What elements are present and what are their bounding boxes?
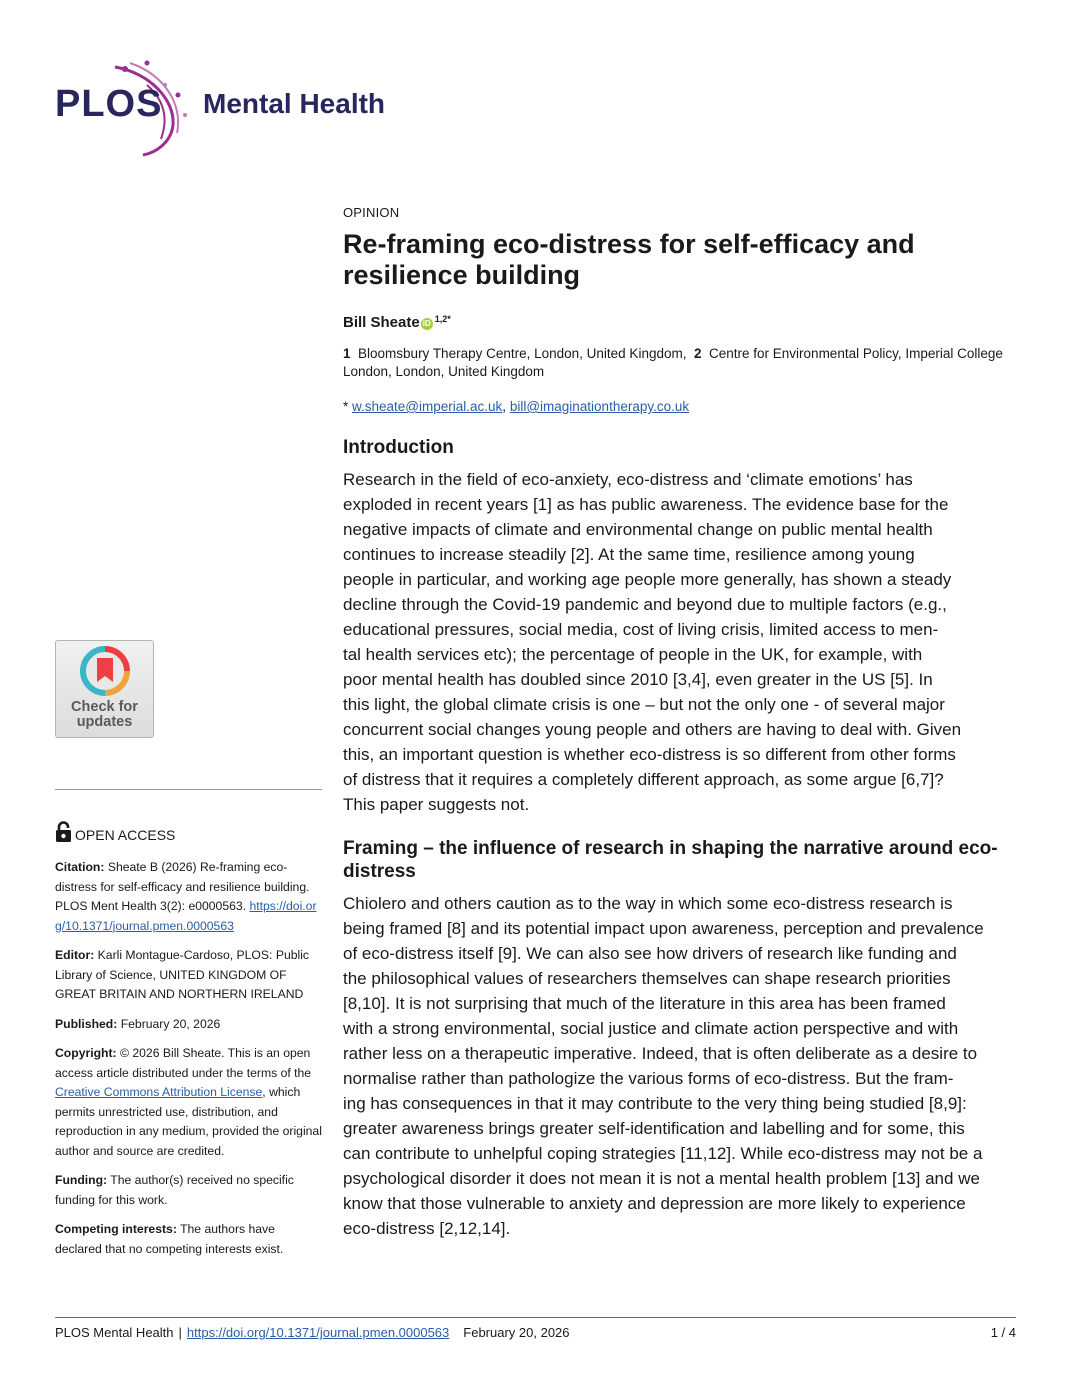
footer-separator: | <box>178 1325 182 1340</box>
article-title: Re-framing eco-distress for self-efficacy and resilience building <box>343 229 915 290</box>
footer-journal: PLOS Mental Health <box>55 1325 174 1340</box>
editor-label: Editor: <box>55 948 95 962</box>
orcid-icon[interactable]: iD <box>422 319 431 328</box>
text-line: decline through the Covid-19 pandemic and beyond due to multiple factors (e.g., <box>343 595 947 614</box>
text-line: with a strong environmental, social justice and climate action perspective and with <box>343 1019 959 1038</box>
affiliation-number-1: 1 <box>343 346 351 361</box>
text-line: psychological disorder it does not mean it is not a mental health problem [13] and we <box>343 1169 980 1188</box>
editor <box>55 946 323 1005</box>
text-line: exploded in recent years [1] as has public awareness. The evidence base for the <box>343 495 949 514</box>
text-line: [8,10]. It is not surprising that much of the literature in this area has been framed <box>343 994 946 1013</box>
text-line: Research in the field of eco-anxiety, eco-distress and ‘climate emotions’ has <box>343 470 913 489</box>
funding-text: The author(s) received no specific funding for this work. <box>55 1173 294 1207</box>
competing-interests <box>55 1220 323 1259</box>
funding <box>55 1171 323 1210</box>
page-number: 1 / 4 <box>990 1325 1016 1340</box>
text-line: this light, the global climate crisis is one – but not the only one - of several major <box>343 695 945 714</box>
footer-date: February 20, 2026 <box>463 1325 570 1340</box>
correspondence <box>343 399 1018 414</box>
text-line: continues to increase steadily [2]. At the same time, resilience among young <box>343 545 915 564</box>
editor-text: Karli Montague-Cardoso, PLOS: Public Library of Science, UNITED KINGDOM OF GREAT BRITAIN AND NORTHERN IRELAND <box>55 948 310 1001</box>
crossmark-icon <box>80 646 130 698</box>
author-name: Bill Sheate <box>343 314 420 331</box>
article-metadata <box>55 858 323 1269</box>
check-for-updates-label: Check for updates <box>71 699 138 730</box>
affiliation-number-2: 2 <box>693 346 702 361</box>
journal-logo <box>55 55 415 160</box>
check-for-updates-button[interactable] <box>55 640 154 738</box>
page-footer <box>55 1325 1016 1340</box>
published-date: February 20, 2026 <box>120 1016 221 1031</box>
text-line: This paper suggests not. <box>343 795 530 814</box>
text-line: rather less on a therapeutic imperative. Indeed, that is often deliberate as a desire to <box>343 1044 978 1063</box>
citation-doi-link[interactable]: https://doi.org/10.1371/journal.pmen.0000563 <box>55 899 317 933</box>
text-line: being framed [8] and its potential impact upon awareness, perception and prevalence <box>343 919 984 938</box>
text-line: of eco-distress itself [9]. We can also see how drivers of research like funding and <box>343 944 957 963</box>
text-line: people in particular, and working age people more generally, has shown a steady <box>343 570 952 589</box>
affiliations <box>343 345 1018 381</box>
copyright-label: Copyright: <box>55 1046 117 1060</box>
sidebar-divider <box>55 789 322 790</box>
section-heading-introduction: Introduction <box>343 437 454 458</box>
text-line: educational pressures, social media, cost of living crisis, limited access to men- <box>343 620 939 639</box>
license-link[interactable]: Creative Commons Attribution License <box>55 1085 263 1099</box>
footer-rule <box>55 1317 1016 1318</box>
text-line: of distress that it requires a completely different approach, as some argue [6,7]? <box>343 770 944 789</box>
affiliation-1: Bloomsbury Therapy Centre, London, United Kingdom, <box>358 346 687 361</box>
text-line: this, an important question is whether eco-distress is so different from other forms <box>343 745 956 764</box>
published-label: Published: <box>55 1016 118 1031</box>
open-access-label <box>55 821 175 843</box>
text-line: concurrent social changes young people and others are having to deal with. Given <box>343 720 962 739</box>
author-affiliation-marks: 1,2* <box>434 314 451 324</box>
copyright <box>55 1044 323 1161</box>
text-line: tal health services etc); the percentage of people in the UK, for example, with <box>343 645 923 664</box>
funding-label: Funding: <box>55 1173 108 1187</box>
email-link-imperial[interactable]: w.sheate@imperial.ac.uk <box>352 399 503 414</box>
text-line: eco-distress [2,12,14]. <box>343 1219 511 1238</box>
author-line <box>343 314 1018 331</box>
text-line: ing has consequences in that it may contribute to the very thing being studied [8,9]: <box>343 1094 967 1113</box>
text-line: the philosophical values of researchers themselves can shape research priorities <box>343 969 951 988</box>
text-line: greater awareness brings greater self-identification and labelling and for some, this <box>343 1119 965 1138</box>
citation-text: Sheate B (2026) Re-framing eco-distress for self-efficacy and resilience building. PLOS Ment Health 3(2): e0000563. <box>55 860 310 913</box>
section-heading-framing: Framing – the influence of research in shaping the narrative around eco-distress <box>343 838 998 882</box>
introduction-body <box>343 467 1018 817</box>
footer-doi-link[interactable]: https://doi.org/10.1371/journal.pmen.0000563 <box>186 1325 450 1340</box>
logo-brand: PLOS <box>55 83 163 125</box>
text-line: poor mental health has doubled since 2010 [3,4], even greater in the US [5]. In <box>343 670 933 689</box>
competing-interests-label: Competing interests: <box>55 1222 177 1236</box>
competing-interests-text: The authors have declared that no competing interests exist. <box>55 1222 284 1256</box>
text-line: Chiolero and others caution as to the way in which some eco-distress research is <box>343 894 953 913</box>
framing-body <box>343 891 1018 1241</box>
copyright-text-b: , which permits unrestricted use, distribution, and reproduction in any medium, provided the original author and source are credited. <box>55 1085 322 1158</box>
corresponding-mark: * <box>343 399 353 414</box>
text-line: know that those vulnerable to anxiety and depression are more likely to experience <box>343 1194 966 1213</box>
text-line: negative impacts of climate and environmental change on public mental health <box>343 520 933 539</box>
open-lock-icon <box>55 821 72 843</box>
published <box>55 1015 323 1035</box>
text-line: normalise rather than pathologize the various forms of eco-distress. But the fram- <box>343 1069 954 1088</box>
article-main <box>343 205 1018 1241</box>
citation <box>55 858 323 936</box>
affiliation-2: Centre for Environmental Policy, Imperial College London, London, United Kingdom <box>343 346 1003 379</box>
logo-journal-name: Mental Health <box>203 88 386 119</box>
copyright-text-a: © 2026 Bill Sheate. This is an open access article distributed under the terms of the <box>55 1046 312 1080</box>
citation-label: Citation: <box>55 860 105 874</box>
open-access-text: OPEN ACCESS <box>75 827 176 843</box>
text-line: can contribute to unhelpful coping strategies [11,12]. While eco-distress may not be a <box>343 1144 983 1163</box>
email-separator: , <box>502 399 510 414</box>
article-type: OPINION <box>343 205 400 220</box>
email-link-imagination[interactable]: bill@imaginationtherapy.co.uk <box>509 399 690 414</box>
